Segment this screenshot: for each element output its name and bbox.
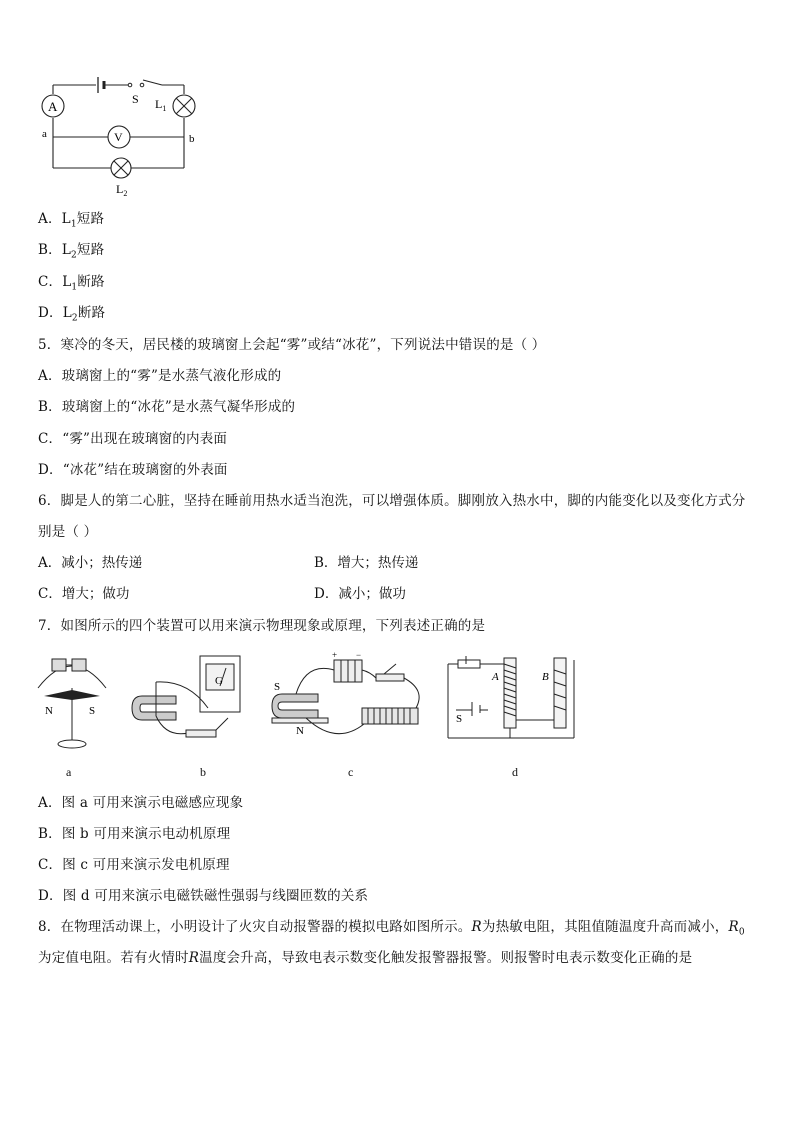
fig-a-s-label: S [89, 705, 96, 717]
q5-stem: 5．寒冷的冬天，居民楼的玻璃窗上会起“雾”或结“冰花”，下列说法中错误的是（ ） [38, 337, 546, 353]
fig-d-s-label: S [456, 713, 463, 725]
point-b-label: b [189, 133, 195, 145]
q7-option-d: D．图 d 可用来演示电磁铁磁性强弱与线圈匝数的关系 [38, 888, 369, 904]
q6-option-c: C．增大；做功 [38, 586, 130, 602]
ammeter-label: A [48, 99, 58, 114]
q7-stem: 7．如图所示的四个装置可以用来演示物理现象或原理，下列表述正确的是 [38, 618, 486, 634]
q5-option-b: B．玻璃窗上的“冰花”是水蒸气凝华形成的 [38, 399, 296, 415]
fig-a-n-label: N [45, 705, 53, 717]
q4-option-a: A．$L_1$短路 [38, 211, 105, 230]
fig-c-minus-label: − [356, 650, 362, 660]
q8-stem-line2: 为定值电阻。若有火情时R温度会升高，导致电表示数变化触发报警器报警。则报警时电表示数变化正确的是 [38, 950, 693, 966]
q6-option-b: B．增大；热传递 [314, 555, 419, 571]
q6-option-a: A．减小；热传递 [38, 555, 143, 571]
q7-option-b: B．图 b 可用来演示电动机原理 [38, 826, 231, 842]
q5-option-a: A．玻璃窗上的“雾”是水蒸气液化形成的 [38, 368, 282, 384]
q6-stem-line1: 6．脚是人的第二心脏，坚持在睡前用热水适当泡洗，可以增强体质。脚刚放入热水中，脚的内能变化以及变化方式分 [38, 493, 746, 509]
switch-label: S [132, 92, 139, 106]
q5-option-d: D．“冰花”结在玻璃窗的外表面 [38, 462, 228, 478]
lamp1-label: $L_1$ [155, 97, 167, 113]
lamp2-label: $L_2$ [116, 182, 128, 198]
figure-b-galvanometer [128, 652, 258, 752]
q4-option-b: B．$L_2$短路 [38, 242, 105, 261]
figure-a-caption: a [66, 765, 72, 779]
q4-option-d: D．$L_2$断路 [38, 305, 106, 324]
fig-c-n-label: N [296, 725, 304, 737]
fig-d-a-label: A [492, 671, 499, 683]
q5-option-c: C．“雾”出现在玻璃窗的内表面 [38, 431, 228, 447]
circuit-diagram [34, 72, 234, 202]
voltmeter-label: V [114, 130, 123, 144]
fig-d-b-label: B [542, 671, 549, 683]
fig-b-g-label: G [215, 675, 223, 687]
q8-stem-line1: 8．在物理活动课上，小明设计了火灾自动报警器的模拟电路如图所示。R为热敏电阻，其阻值随温度升高而减小，$R_0$ [38, 919, 745, 938]
q7-option-a: A．图 a 可用来演示电磁感应现象 [38, 795, 244, 811]
q6-option-d: D．减小；做功 [314, 586, 406, 602]
fig-c-s-label: S [274, 681, 281, 693]
figure-c-motor [266, 650, 426, 750]
figure-c-caption: c [348, 765, 354, 779]
fig-c-plus-label: + [332, 650, 338, 660]
q6-stem-line2: 别是（ ） [38, 524, 98, 540]
point-a-label: a [42, 128, 47, 140]
q7-option-c: C．图 c 可用来演示发电机原理 [38, 857, 230, 873]
figure-d-electromagnets [444, 650, 584, 750]
figure-b-caption: b [200, 765, 206, 779]
figure-a-compass [32, 652, 112, 752]
figure-d-caption: d [512, 765, 518, 779]
q4-option-c: C．$L_1$断路 [38, 274, 105, 293]
